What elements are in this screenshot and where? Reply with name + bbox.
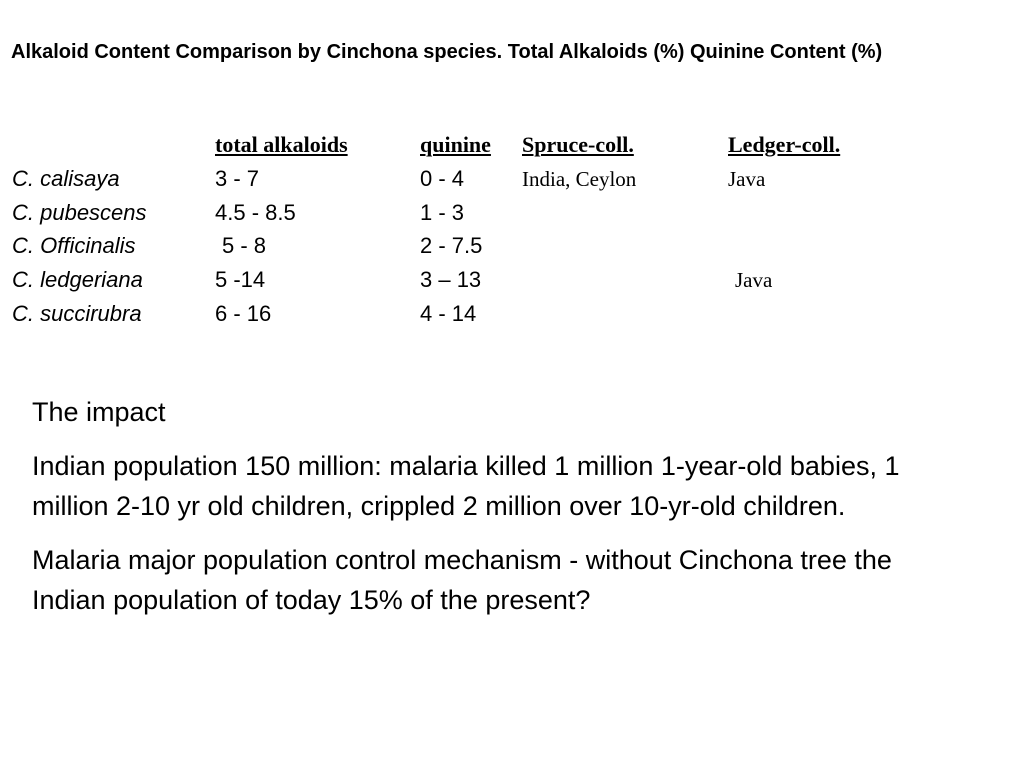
quinine-value: 1 - 3: [420, 200, 465, 225]
impact-heading: The impact: [32, 397, 166, 427]
slide-title: Alkaloid Content Comparison by Cinchona species. Total Alkaloids (%) Quinine Content (%): [11, 41, 883, 63]
species-name: C. pubescens: [12, 200, 147, 225]
species-name: C. Officinalis: [12, 233, 136, 258]
impact-paragraph-population-control: Malaria major population control mechanism - without Cinchona tree the Indian population of today 15% of the present?: [32, 545, 892, 615]
spruce-coll-value: India, Ceylon: [522, 167, 637, 191]
quinine-value: 0 - 4: [420, 166, 465, 191]
total-alkaloids-value: 5 -14: [215, 267, 266, 292]
species-name: C. calisaya: [12, 166, 120, 191]
impact-section: [32, 392, 952, 634]
impact-paragraph-population: Indian population 150 million: malaria killed 1 million 1-year-old babies, 1 million 2-10 yr old children, crippled 2 million over 10-yr-old children.: [32, 451, 900, 521]
ledger-coll-value: Java: [728, 167, 766, 191]
total-alkaloids-value: 5 - 8: [222, 233, 267, 258]
species-name: C. succirubra: [12, 301, 142, 326]
ledger-coll-value: Java: [735, 268, 773, 292]
header-total-alkaloids: total alkaloids: [215, 132, 348, 157]
quinine-value: 2 - 7.5: [420, 233, 483, 258]
header-spruce-coll: Spruce-coll.: [522, 132, 634, 157]
header-quinine: quinine: [420, 132, 491, 157]
total-alkaloids-value: 4.5 - 8.5: [215, 200, 296, 225]
total-alkaloids-value: 6 - 16: [215, 301, 272, 326]
species-name: C. ledgeriana: [12, 267, 143, 292]
total-alkaloids-value: 3 - 7: [215, 166, 260, 191]
alkaloid-table: [0, 128, 1024, 338]
quinine-value: 4 - 14: [420, 301, 477, 326]
quinine-value: 3 – 13: [420, 267, 482, 292]
header-ledger-coll: Ledger-coll.: [728, 132, 841, 157]
